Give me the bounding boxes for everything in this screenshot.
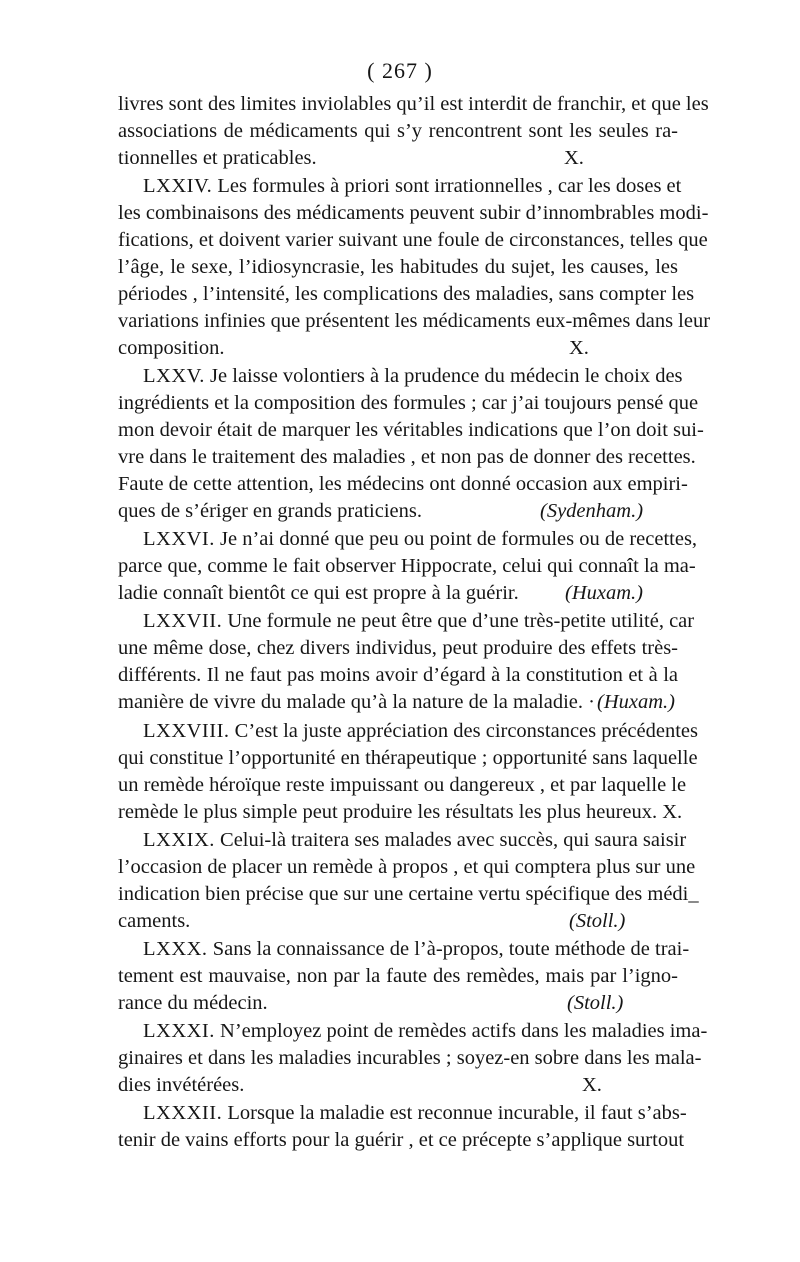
aphorism-first-line — [143, 720, 699, 742]
aphorism-text: C’est la juste appréciation des circonstances précédentes — [234, 720, 699, 742]
aphorism-text: N’employez point de remèdes actifs dans les maladies ima- — [220, 1020, 708, 1042]
author-signature: (Stoll.) — [567, 992, 624, 1014]
text-line: manière de vivre du malade qu’à la nature de la maladie. · — [118, 691, 595, 713]
aphorism-first-line — [143, 829, 687, 851]
aphorism-first-line — [143, 1102, 687, 1124]
aphorism-text: Je laisse volontiers à la prudence du médecin le choix des — [210, 365, 683, 387]
text-line: ingrédients et la composition des formules ; car j’ai toujours pensé que — [118, 392, 699, 414]
text-line: l’occasion de placer un remède à propos , et qui comptera plus sur une — [118, 856, 696, 878]
aphorism-number: LXXX. — [143, 938, 208, 960]
text-line: qui constitue l’opportunité en thérapeutique ; opportunité sans laquelle — [118, 747, 698, 769]
text-line: Faute de cette attention, les médecins ont donné occasion aux empiri- — [118, 473, 688, 495]
text-line: indication bien précise que sur une certaine vertu spécifique des médi_ — [118, 883, 699, 905]
text-line: rance du médecin. — [118, 992, 268, 1014]
author-signature: (Huxam.) — [597, 691, 675, 713]
author-signature: (Huxam.) — [565, 582, 643, 604]
aphorism-text: Celui-là traitera ses malades avec succès, qui saura saisir — [220, 829, 687, 851]
text-line: composition. — [118, 337, 225, 359]
aphorism-number: LXXXII. — [143, 1102, 223, 1124]
text-line: les combinaisons des médicaments peuvent subir d’innombrables modi- — [118, 202, 709, 224]
text-line: un remède héroïque reste impuissant ou dangereux , et par laquelle le — [118, 774, 687, 796]
aphorism-number: LXXXI. — [143, 1020, 215, 1042]
aphorism-first-line — [143, 938, 690, 960]
page-number: ( 267 ) — [367, 58, 433, 83]
aphorism-text: Je n’ai donné que peu ou point de formules ou de recettes, — [220, 528, 698, 550]
aphorism-text: Les formules à priori sont irrationnelles , car les doses et — [217, 175, 682, 197]
text-line: livres sont des limites inviolables qu’il est interdit de franchir, et que les — [118, 93, 709, 115]
text-line: fications, et doivent varier suivant une foule de circonstances, telles que — [118, 229, 708, 251]
text-line: parce que, comme le fait observer Hippocrate, celui qui connaît la ma- — [118, 555, 696, 577]
author-signature: (Stoll.) — [569, 910, 626, 932]
text-line: tement est mauvaise, non par la faute des remèdes, mais par l’igno- — [118, 965, 678, 987]
text-line: tenir de vains efforts pour la guérir , et ce précepte s’applique surtout — [118, 1129, 685, 1151]
text-line: vre dans le traitement des maladies , et non pas de donner des recettes. — [118, 446, 696, 468]
text-line: une même dose, chez divers individus, peut produire des effets très- — [118, 637, 678, 659]
text-line: caments. — [118, 910, 191, 932]
aphorism-first-line — [143, 528, 698, 550]
text-line: l’âge, le sexe, l’idiosyncrasie, les habitudes du sujet, les causes, les — [118, 256, 678, 278]
aphorism-text: Sans la connaissance de l’à-propos, toute méthode de trai- — [212, 938, 690, 960]
aphorism-number: LXXIV. — [143, 175, 213, 197]
author-signature: X. — [569, 337, 589, 359]
text-line: périodes , l’intensité, les complications des maladies, sans compter les — [118, 283, 695, 305]
text-line: ladie connaît bientôt ce qui est propre à la guérir. — [118, 582, 519, 604]
aphorism-number: LXXV. — [143, 365, 205, 387]
author-signature: (Sydenham.) — [540, 500, 644, 522]
text-line: ginaires et dans les maladies incurables ; soyez-en sobre dans les mala- — [118, 1047, 702, 1069]
aphorism-first-line — [143, 175, 682, 197]
aphorism-text: Lorsque la maladie est reconnue incurable, il faut s’abs- — [227, 1102, 687, 1124]
text-line: variations infinies que présentent les médicaments eux-mêmes dans leur — [118, 310, 711, 332]
aphorism-first-line — [143, 610, 695, 632]
text-line: différents. Il ne faut pas moins avoir d’égard à la constitution et à la — [118, 664, 678, 686]
aphorism-number: LXXIX. — [143, 829, 215, 851]
aphorism-number: LXXVII. — [143, 610, 223, 632]
aphorism-first-line — [143, 1020, 708, 1042]
text-line: mon devoir était de marquer les véritables indications que l’on doit sui- — [118, 419, 704, 441]
text-line: associations de médicaments qui s’y rencontrent sont les seules ra- — [118, 120, 678, 142]
aphorism-text: Une formule ne peut être que d’une très-petite utilité, car — [227, 610, 695, 632]
author-signature: X. — [582, 1074, 602, 1096]
aphorism-first-line — [143, 365, 683, 387]
text-line: remède le plus simple peut produire les résultats les plus heureux. X. — [118, 801, 683, 823]
text-line: tionnelles et praticables. — [118, 147, 317, 169]
author-signature: X. — [564, 147, 584, 169]
aphorism-number: LXXVI. — [143, 528, 215, 550]
text-line: dies invétérées. — [118, 1074, 245, 1096]
text-line: ques de s’ériger en grands praticiens. — [118, 500, 422, 522]
aphorism-number: LXXVIII. — [143, 720, 230, 742]
